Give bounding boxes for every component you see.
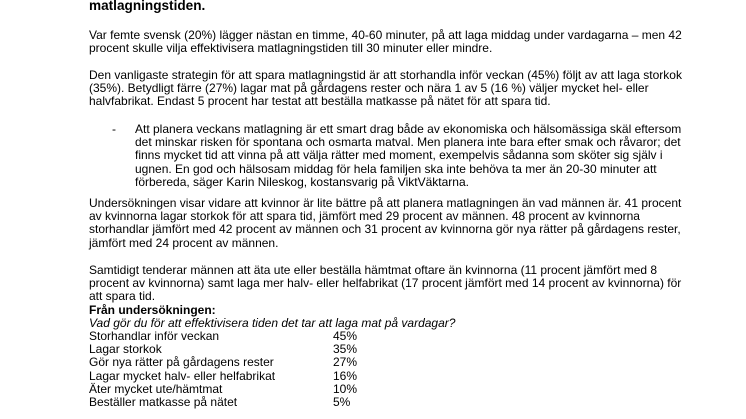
paragraph-3 xyxy=(89,196,682,250)
survey-section-heading: Från undersökningen: xyxy=(89,303,216,317)
paragraph-2 xyxy=(89,68,682,109)
paragraph-line: halvfabrikat. Endast 5 procent har testat att beställa matkasse på nätet för att spara tid. xyxy=(89,94,551,109)
paragraph-line: storhandlar jämfört med 42 procent av männen och 31 procent av kvinnorna gör nya rätter på gårdagens rester, xyxy=(89,222,681,237)
result-row xyxy=(89,356,389,369)
result-value: 10% xyxy=(333,381,358,396)
bullet-marker: - xyxy=(112,122,116,136)
paragraph-4 xyxy=(89,263,682,304)
heading-fragment: matlagningstiden. xyxy=(89,0,206,13)
quote-line: ugnen. En god och hälsosam middag för hela familjen ska inte behöva ta mer än 20-30 minuter att xyxy=(135,161,657,176)
paragraph-line: jämfört med 24 procent av männen. xyxy=(89,235,279,250)
survey-results-table xyxy=(89,330,389,409)
result-row xyxy=(89,370,389,383)
quote-bullet xyxy=(135,123,715,189)
paragraph-line: Samtidigt tenderar männen att äta ute eller beställa hämtmat oftare än kvinnorna (11 procent jämfört med 8 xyxy=(89,263,658,277)
result-value: 5% xyxy=(333,394,351,409)
paragraph-line: procent skulle vilja effektivisera matlagningstiden till 30 minuter eller mindre. xyxy=(89,41,493,56)
result-label: Beställer matkasse på nätet xyxy=(89,394,238,409)
result-row xyxy=(89,396,389,409)
result-label: Lagar mycket halv- eller helfabrikat xyxy=(89,368,276,383)
paragraph-line: av kvinnorna lagar storkok för att spara tid, jämfört med 29 procent av männen. 48 procent av kvinnorna xyxy=(89,209,640,224)
result-label: Lagar storkok xyxy=(89,342,162,357)
result-value: 16% xyxy=(333,368,358,383)
result-label: Äter mycket ute/hämtmat xyxy=(89,381,223,396)
paragraph-line: Undersökningen visar vidare att kvinnor är lite bättre på att planera matlagningen än vad männen är. 41 procent xyxy=(89,196,682,210)
result-value: 35% xyxy=(333,342,358,357)
result-row xyxy=(89,383,389,396)
paragraph-line: Var femte svensk (20%) lägger nästan en timme, 40-60 minuter, på att laga middag under vardagarna – men 42 xyxy=(89,28,682,42)
paragraph-1 xyxy=(89,28,682,56)
survey-question: Vad gör du för att effektivisera tiden det tar att laga mat på vardagar? xyxy=(89,316,456,330)
quote-line: förbereda, säger Karin Nileskog, kostansvarig på ViktVäktarna. xyxy=(135,174,469,189)
result-label: Storhandlar inför veckan xyxy=(89,329,220,343)
quote-line: det minskar risken för spontana och osmarta matval. Men planera inte bara efter smak och råvaror; det xyxy=(135,135,681,150)
paragraph-line: (35%). Betydligt färre (27%) lagar mat på gårdagens rester och nära 1 av 5 (16 %) väljer mycket hel- eller xyxy=(89,81,649,96)
paragraph-line: Den vanligaste strategin för att spara matlagningstid är att storhandla inför veckan (45%) följt av att laga storkok xyxy=(89,68,682,82)
quote-line: finns mycket tid att vinna på att välja rätter med moment, exempelvis sådanna som sköter sig själv i xyxy=(135,148,663,163)
quote-line: Att planera veckans matlagning är ett smart drag både av ekonomiska och hälsomässiga skäl eftersom xyxy=(135,122,682,136)
result-value: 27% xyxy=(333,355,358,370)
result-value: 45% xyxy=(333,329,358,343)
result-label: Gör nya rätter på gårdagens rester xyxy=(89,355,274,370)
paragraph-line: att spara tid. xyxy=(89,289,156,304)
paragraph-line: procent av kvinnorna) samt laga mer halv- eller helfabrikat (17 procent jämfört med 14 procent av kvinnorna) för xyxy=(89,276,682,291)
